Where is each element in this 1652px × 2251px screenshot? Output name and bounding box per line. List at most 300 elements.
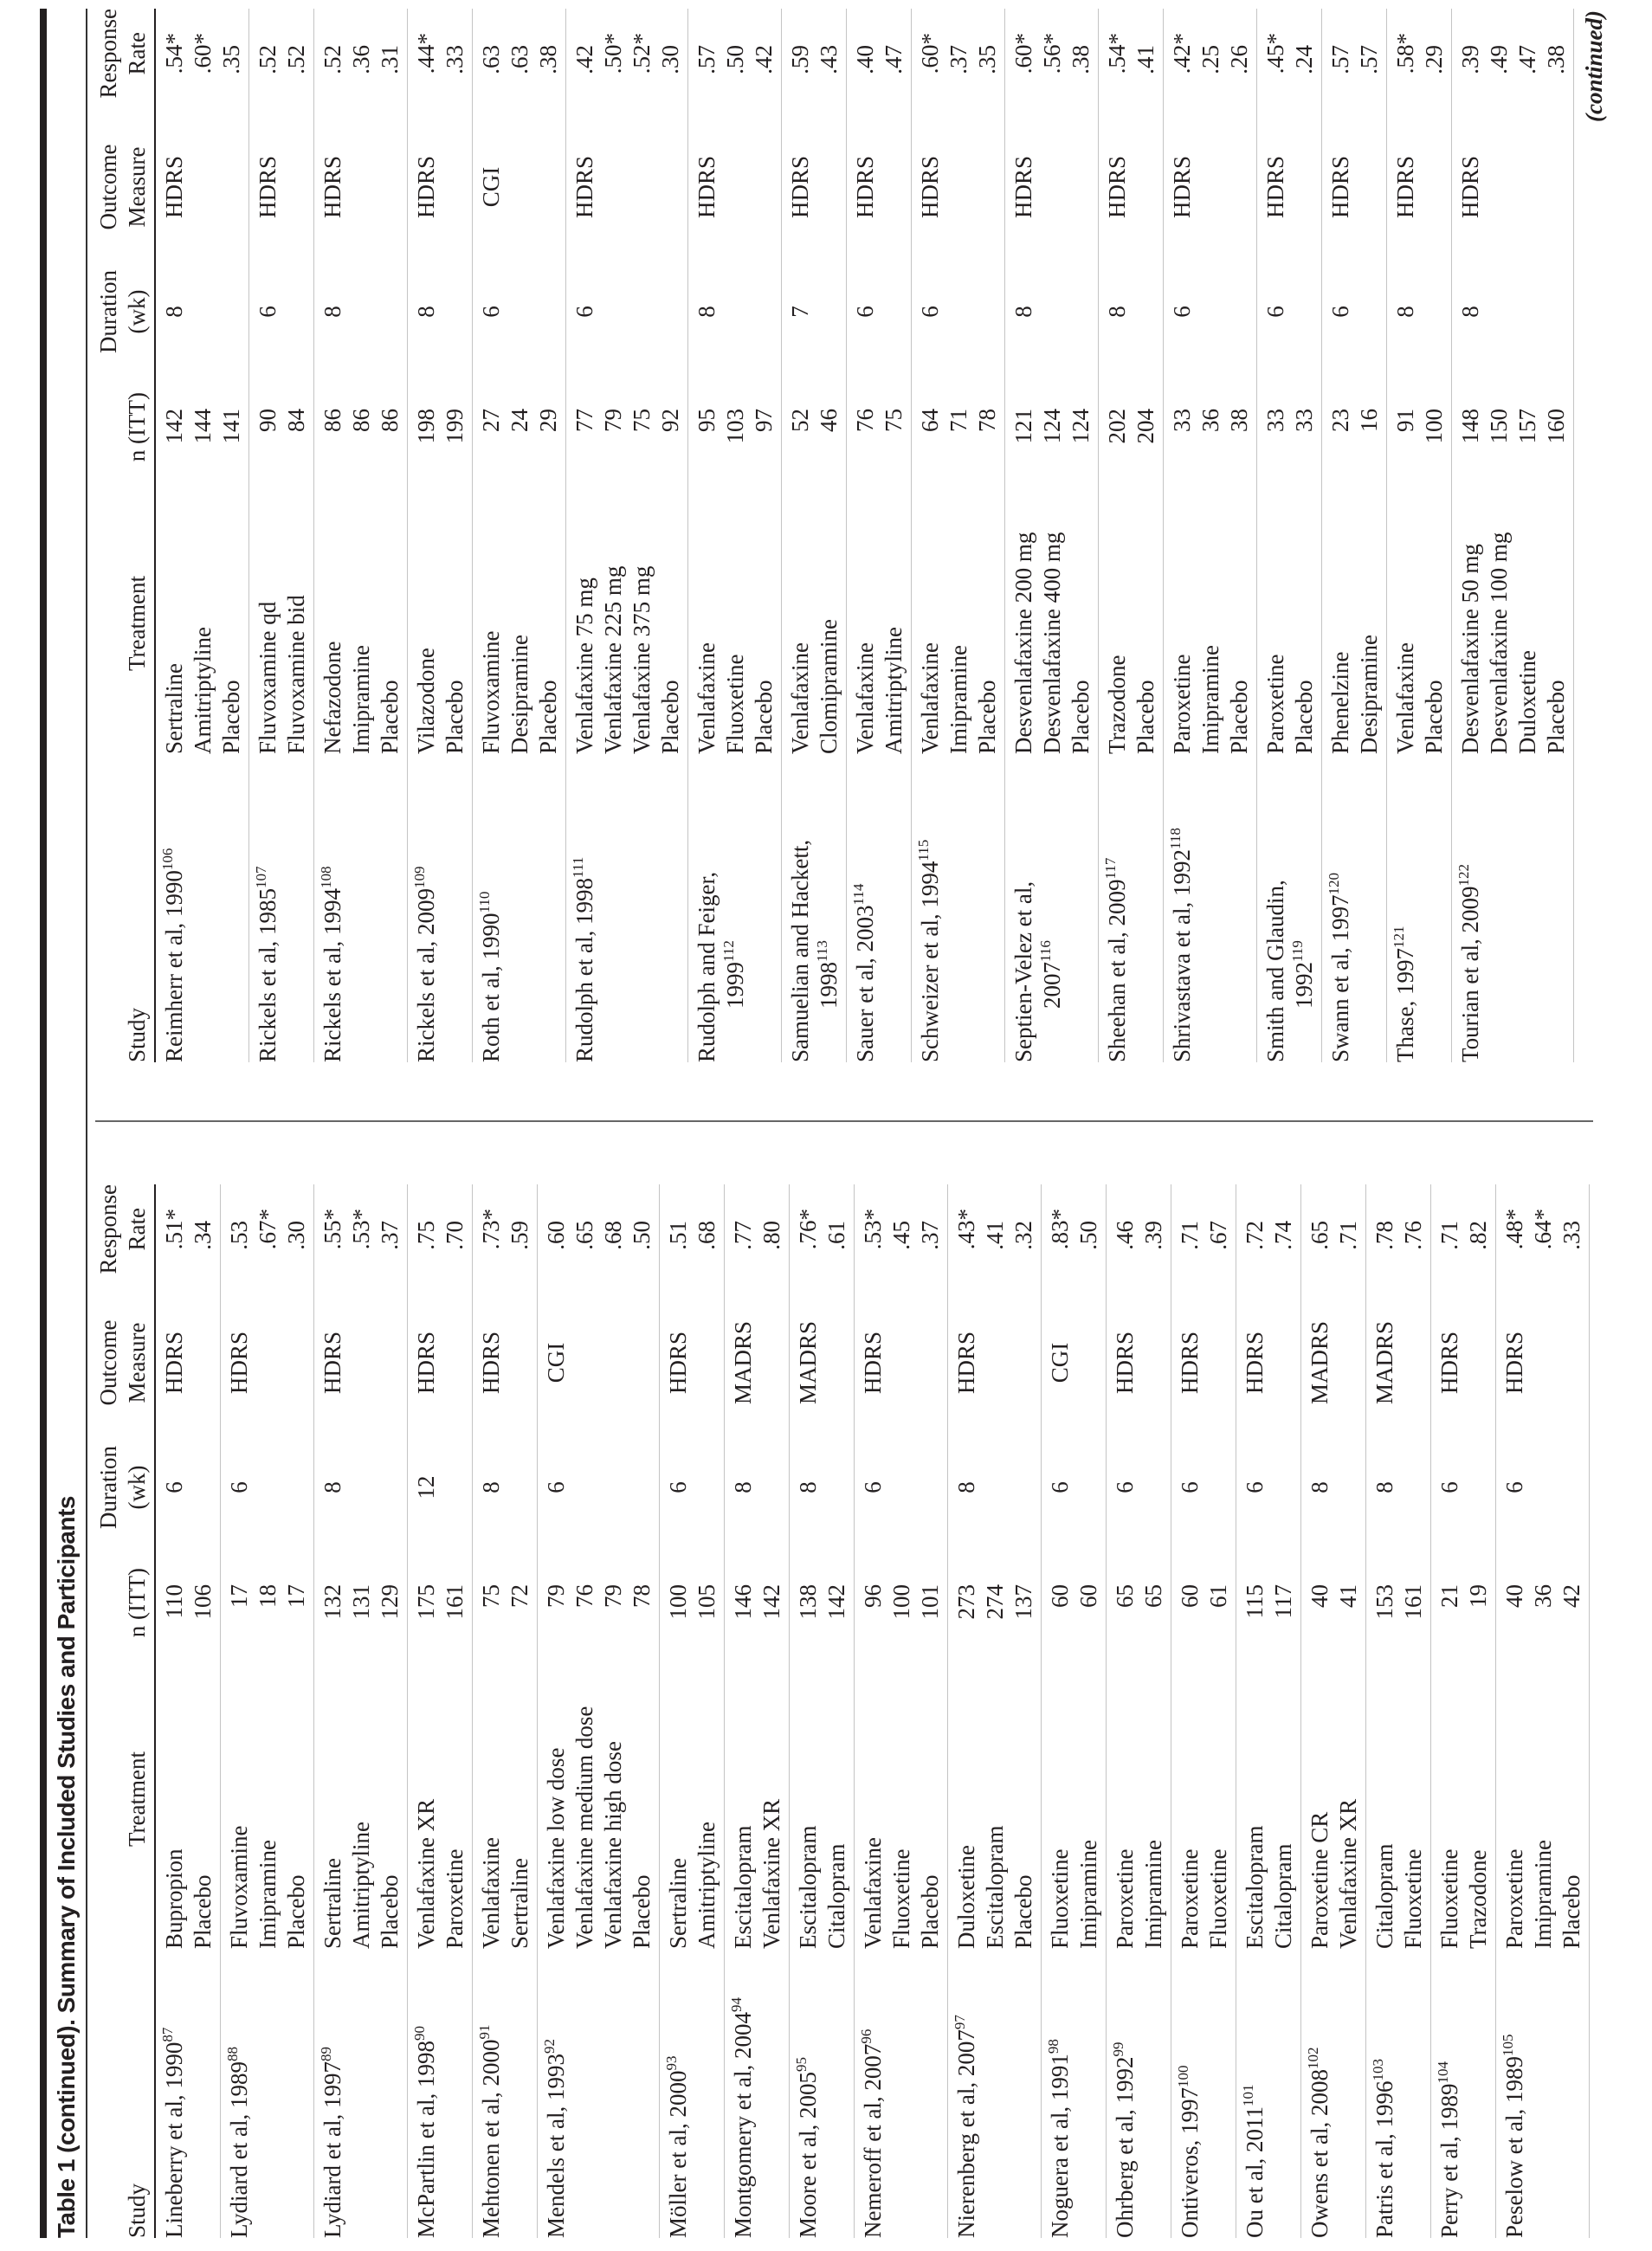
n-itt-cell (1176, 1545, 1233, 1675)
response-rate-line (693, 45, 721, 120)
header-duration-line: (wk) (124, 1465, 150, 1510)
n-itt-value: 273 (953, 1584, 979, 1620)
reference-number: 105 (1500, 2034, 1516, 2057)
response-rate-cell (794, 1184, 851, 1296)
response-rate-line (282, 1221, 311, 1296)
study-name (1371, 1949, 1399, 2238)
treatment-arm: Fluoxetine (1047, 1848, 1073, 1949)
study-cell (1262, 754, 1319, 1062)
title-rule (86, 9, 87, 2238)
treatment-cell (664, 1675, 721, 1949)
treatment-arm: Imipramine (945, 645, 971, 754)
response-rate-line (376, 1221, 404, 1296)
treatment-cell (851, 500, 908, 754)
study-name-continuation (1038, 754, 1067, 1062)
n-itt-value: 60 (1177, 1584, 1203, 1608)
outcome-measure: HDRS (1501, 1331, 1527, 1395)
treatment-arm: Fluoxetine (1436, 1848, 1462, 1949)
response-rate-line (506, 45, 534, 120)
n-itt-cell (1111, 1545, 1168, 1675)
table-row (1301, 1184, 1366, 2238)
response-rate-line (599, 1221, 628, 1296)
table-row (1107, 1184, 1171, 2238)
duration-value: 8 (730, 1481, 756, 1493)
treatment-arm: Placebo (974, 680, 1000, 754)
reference-number: 96 (858, 2028, 874, 2044)
treatment-cell (1371, 1675, 1428, 1949)
study-name-text: Rudolph and Feiger, (694, 871, 720, 1062)
treatment-arm: Placebo (1558, 1874, 1584, 1949)
response-rate-line (319, 1209, 347, 1296)
n-itt-cell (1391, 370, 1449, 500)
header-response-line: Rate (124, 1208, 150, 1251)
study-name-text: Schweizer et al, 1994 (917, 861, 943, 1062)
study-year: 1992 (1291, 962, 1317, 1009)
response-rate-value: .71 (1335, 1221, 1361, 1250)
table-row (249, 9, 314, 1062)
response-rate-value: .60* (1010, 33, 1036, 74)
study-cell (1371, 1949, 1428, 2238)
response-rate-value: .31 (377, 45, 403, 74)
duration-value: 8 (795, 1481, 821, 1493)
treatment-arm: Fluvoxamine (478, 630, 504, 754)
outcome-measure: HDRS (917, 155, 943, 219)
study-name-text: Lydiard et al, 1997 (319, 2061, 345, 2238)
study-cell (412, 1949, 469, 2238)
study-cell (319, 1949, 404, 2238)
reference-number: 116 (1037, 940, 1054, 962)
study-cell (693, 754, 778, 1062)
n-itt-value: 75 (478, 1584, 504, 1608)
study-cell (477, 754, 563, 1062)
reference-number: 90 (411, 2026, 428, 2041)
response-rate-line (441, 1221, 469, 1296)
n-itt-value: 78 (629, 1584, 655, 1608)
response-rate-value: .39 (1140, 1221, 1166, 1250)
header-response-line: Rate (124, 32, 150, 75)
response-rate-value: .56* (1039, 33, 1065, 74)
n-itt-cell (477, 370, 563, 500)
study-name (1046, 1949, 1074, 2238)
n-itt-value: 92 (657, 409, 683, 432)
n-itt-cell (542, 1545, 656, 1675)
response-rate-value: .47 (1514, 45, 1540, 74)
n-itt-value: 19 (1465, 1584, 1491, 1608)
treatment-arm: Nefazodone (319, 641, 345, 754)
studies-table-left (91, 1184, 1590, 2238)
response-rate-value: .26 (1226, 45, 1252, 74)
response-rate-cell (225, 1184, 311, 1296)
treatment-arm: Imipramine (255, 1840, 281, 1949)
treatment-arm: Placebo (218, 680, 244, 754)
n-itt-cell (1500, 1545, 1586, 1675)
outcome-measure: HDRS (1327, 155, 1353, 219)
header-duration (94, 1429, 152, 1545)
duration-value: 6 (1242, 1481, 1268, 1493)
n-itt-value: 95 (694, 409, 720, 432)
treatment-cell (160, 1675, 217, 1949)
response-rate-line (412, 33, 441, 120)
table-row (1322, 9, 1387, 1062)
treatment-cell (1391, 500, 1449, 754)
response-rate-value: .48* (1501, 1209, 1527, 1250)
n-itt-value: 52 (787, 409, 813, 432)
response-rate-value: .50 (722, 45, 748, 74)
outcome-measure: HDRS (1169, 155, 1195, 219)
response-rate-value: .52* (629, 33, 655, 74)
table-row (1366, 1184, 1431, 2238)
treatment-arm: Placebo (1133, 680, 1158, 754)
reference-number: 115 (915, 839, 932, 861)
study-year: 1998 (816, 962, 842, 1009)
reference-number: 110 (476, 891, 493, 913)
n-itt-value: 131 (348, 1584, 374, 1620)
response-rate-value: .50* (600, 33, 626, 74)
response-rate-value: .78 (1371, 1221, 1397, 1250)
header-outcome-line: Outcome (95, 1319, 121, 1406)
response-rate-line (1168, 33, 1197, 120)
study-name-text: Mendels et al, 1993 (543, 2054, 569, 2238)
study-name (1391, 754, 1420, 1062)
response-rate-line (1558, 1221, 1586, 1296)
response-rate-line (1176, 1221, 1204, 1296)
n-itt-value: 41 (1335, 1584, 1361, 1608)
response-rate-line (282, 45, 311, 120)
treatment-cell (319, 500, 404, 754)
treatment-arm: Placebo (751, 680, 777, 754)
reference-number: 121 (1391, 926, 1407, 949)
n-itt-value: 150 (1486, 409, 1512, 444)
study-cell (1111, 1949, 1168, 2238)
reference-number: 117 (1102, 857, 1119, 880)
study-cell (916, 754, 1002, 1062)
n-itt-value: 65 (1112, 1584, 1138, 1608)
response-rate-line (945, 45, 973, 120)
treatment-arm: Venlafaxine (860, 1837, 886, 1949)
duration-value: 8 (1010, 306, 1036, 318)
study-name-text: Moore et al, 2005 (795, 2072, 821, 2238)
treatment-arm: Amitriptyline (190, 627, 216, 754)
reference-number: 118 (1167, 828, 1184, 850)
treatment-cell (916, 500, 1002, 754)
response-rate-cell (1111, 1184, 1168, 1296)
response-rate-line (916, 1221, 945, 1296)
response-rate-value: .43 (816, 45, 842, 74)
duration-value: 6 (1327, 306, 1353, 318)
outcome-measure: MADRS (1307, 1320, 1333, 1405)
n-itt-value: 129 (377, 1584, 403, 1620)
reference-number: 106 (159, 848, 176, 871)
n-itt-value: 77 (571, 409, 597, 432)
reference-number: 91 (476, 2024, 493, 2040)
response-rate-line (1355, 45, 1384, 120)
study-name (1103, 754, 1132, 1062)
outcome-measure: HDRS (478, 1331, 504, 1395)
header-n-itt: n (ITT) (124, 392, 150, 462)
response-rate-value: .60* (917, 33, 943, 74)
response-rate-value: .41 (1133, 45, 1158, 74)
n-itt-value: 36 (1530, 1584, 1556, 1608)
study-cell (1046, 1949, 1103, 2238)
study-name-text: Möller et al, 2000 (665, 2070, 691, 2238)
treatment-arm: Duloxetine (953, 1845, 979, 1949)
duration-value: 8 (1307, 1481, 1333, 1493)
treatment-cell (1262, 500, 1319, 754)
table-row (1042, 1184, 1107, 2238)
treatment-arm: Venlafaxine high dose (600, 1741, 626, 1949)
reference-number: 113 (814, 940, 830, 962)
study-name-text: Sauer et al, 2003 (852, 905, 878, 1062)
n-itt-value: 141 (218, 409, 244, 444)
response-rate-value: .38 (535, 45, 561, 74)
n-itt-cell (160, 1545, 217, 1675)
treatment-arm: Venlafaxine XR (1335, 1798, 1361, 1949)
response-rate-value: .72 (1242, 1221, 1268, 1250)
treatment-arm: Venlafaxine (478, 1837, 504, 1949)
continued-label: (continued) (1581, 10, 1607, 123)
reference-number: 122 (1455, 863, 1472, 887)
treatment-arm: Paroxetine (1501, 1848, 1527, 1949)
response-rate-value: .36 (348, 45, 374, 74)
outcome-measure: CGI (1047, 1342, 1073, 1383)
study-name (1306, 1949, 1334, 2238)
treatment-arm: Placebo (657, 680, 683, 754)
reference-number: 89 (318, 2047, 334, 2062)
outcome-measure: HDRS (1177, 1331, 1203, 1395)
outcome-measure: HDRS (319, 1331, 345, 1395)
response-rate-value: .52 (255, 45, 281, 74)
response-rate-cell (1326, 9, 1384, 120)
response-rate-value: .45 (888, 1221, 914, 1250)
header-outcome-line: Measure (124, 1322, 150, 1403)
n-itt-value: 121 (1010, 409, 1036, 444)
response-rate-cell (1010, 9, 1095, 120)
treatment-arm: Venlafaxine (917, 642, 943, 754)
table-row (782, 9, 847, 1062)
n-itt-value: 142 (161, 409, 187, 444)
header-n-itt: n (ITT) (124, 1568, 150, 1638)
study-name-text: Septien-Velez et al, (1010, 880, 1036, 1062)
response-rate-line (1399, 1221, 1428, 1296)
treatment-cell (1306, 1675, 1363, 1949)
duration-value: 6 (852, 306, 878, 318)
response-rate-line (254, 1209, 282, 1296)
response-rate-line (786, 45, 815, 120)
response-rate-line (1326, 45, 1355, 120)
treatment-cell (1241, 1675, 1298, 1949)
table-row (408, 9, 473, 1062)
n-itt-value: 153 (1371, 1584, 1397, 1620)
study-name-continuation (721, 754, 750, 1062)
n-itt-value: 103 (722, 409, 748, 444)
table-row (948, 1184, 1042, 2238)
treatment-cell (1111, 1675, 1168, 1949)
n-itt-value: 86 (348, 409, 374, 432)
n-itt-value: 138 (795, 1584, 821, 1620)
treatment-arm: Desvenlafaxine 400 mg (1039, 532, 1065, 754)
header-duration (94, 254, 152, 370)
n-itt-value: 40 (1501, 1584, 1527, 1608)
n-itt-cell (412, 370, 469, 500)
response-rate-line (347, 45, 376, 120)
response-rate-line (160, 1209, 189, 1296)
response-rate-value: .60 (543, 1221, 569, 1250)
response-rate-line (477, 45, 506, 120)
n-itt-cell (225, 1545, 311, 1675)
n-itt-value: 115 (1242, 1584, 1268, 1619)
outcome-measure: HDRS (255, 155, 281, 219)
response-rate-value: .30 (657, 45, 683, 74)
study-cell (952, 1949, 1038, 2238)
n-itt-cell (1046, 1545, 1103, 1675)
treatment-arm: Fluoxetine (1205, 1848, 1231, 1949)
outcome-measure: HDRS (571, 155, 597, 219)
n-itt-value: 274 (982, 1584, 1008, 1620)
response-rate-cell (1241, 1184, 1298, 1296)
study-cell (851, 754, 908, 1062)
study-name (1262, 754, 1290, 1062)
n-itt-value: 160 (1543, 409, 1569, 444)
response-rate-line (1067, 45, 1095, 120)
response-rate-line (1010, 33, 1038, 120)
header-response (94, 9, 152, 120)
response-rate-line (1038, 33, 1067, 120)
response-rate-value: .59 (507, 1221, 532, 1250)
n-itt-value: 16 (1356, 409, 1382, 432)
table-row (1431, 1184, 1496, 2238)
n-itt-value: 60 (1047, 1584, 1073, 1608)
header-outcome-line: Outcome (95, 144, 121, 230)
reference-number: 101 (1240, 2084, 1256, 2107)
table-row (855, 1184, 948, 2238)
treatment-cell (794, 1675, 851, 1949)
treatment-cell (1010, 500, 1095, 754)
duration-value: 6 (543, 1481, 569, 1493)
study-name-text: Montgomery et al, 2004 (730, 2012, 756, 2238)
study-cell (1168, 754, 1254, 1062)
n-itt-cell (859, 1545, 945, 1675)
n-itt-value: 142 (758, 1584, 784, 1620)
treatment-arm: Fluvoxamine bid (283, 595, 309, 754)
treatment-arm: Venlafaxine 75 mg (571, 577, 597, 754)
study-name-text: Tourian et al, 2009 (1457, 886, 1483, 1062)
study-cell (225, 1949, 311, 2238)
response-rate-line (225, 1221, 254, 1296)
response-rate-line (851, 45, 880, 120)
response-rate-cell (254, 9, 311, 120)
n-itt-cell (1326, 370, 1384, 500)
treatment-cell (412, 500, 469, 754)
duration-value: 6 (860, 1481, 886, 1493)
reference-number: 93 (663, 2055, 680, 2071)
n-itt-value: 117 (1270, 1584, 1296, 1619)
n-itt-value: 64 (917, 409, 943, 432)
duration-value: 8 (319, 306, 345, 318)
n-itt-value: 61 (1205, 1584, 1231, 1608)
n-itt-value: 75 (881, 409, 907, 432)
study-name-text: Rudolph et al, 1998 (571, 878, 597, 1062)
response-rate-line (880, 45, 908, 120)
response-rate-value: .35 (974, 45, 1000, 74)
study-name (664, 1949, 693, 2238)
response-rate-value: .80 (758, 1221, 784, 1250)
duration-value: 6 (255, 306, 281, 318)
study-name-continuation (815, 754, 843, 1062)
study-name-text: Perry et al, 1989 (1436, 2083, 1462, 2238)
response-rate-line (1436, 1221, 1464, 1296)
treatment-arm: Sertraline (161, 663, 187, 754)
duration-value: 6 (1501, 1481, 1527, 1493)
response-rate-value: .76* (795, 1209, 821, 1250)
response-rate-value: .41 (982, 1221, 1008, 1250)
n-itt-value: 76 (571, 1584, 597, 1608)
response-rate-value: .71 (1436, 1221, 1462, 1250)
study-name-text: McPartlin et al, 1998 (413, 2041, 439, 2238)
treatment-arm: Paroxetine (1177, 1848, 1203, 1949)
study-name (794, 1949, 823, 2238)
n-itt-value: 97 (751, 409, 777, 432)
study-cell (1176, 1949, 1233, 2238)
response-rate-value: .71 (1177, 1221, 1203, 1250)
response-rate-value: .35 (218, 45, 244, 74)
n-itt-value: 100 (665, 1584, 691, 1620)
treatment-cell (477, 1675, 534, 1949)
response-rate-value: .43* (953, 1209, 979, 1250)
study-name (1500, 1949, 1529, 2238)
table-row (1452, 9, 1574, 1062)
treatment-arm: Placebo (1421, 680, 1447, 754)
header-response-stack (94, 9, 152, 99)
response-rate-value: .38 (1543, 45, 1569, 74)
treatment-arm: Imipramine (1075, 1840, 1101, 1949)
outcome-measure: HDRS (860, 1331, 886, 1395)
n-itt-cell (1371, 1545, 1428, 1675)
n-itt-value: 198 (413, 409, 439, 444)
response-rate-value: .45* (1262, 33, 1288, 74)
response-rate-line (1306, 1221, 1334, 1296)
n-itt-value: 33 (1291, 409, 1317, 432)
response-rate-line (1513, 45, 1542, 120)
duration-value: 6 (665, 1481, 691, 1493)
n-itt-value: 65 (1140, 1584, 1166, 1608)
treatment-arm: Imipramine (1140, 1840, 1166, 1949)
response-rate-line (1269, 1221, 1298, 1296)
study-name-text: Reimherr et al, 1990 (161, 870, 187, 1062)
response-rate-line (952, 1209, 981, 1296)
treatment-cell (319, 1675, 404, 1949)
study-name-text: Ou et al, 2011 (1242, 2106, 1268, 2238)
header-outcome (94, 1296, 152, 1429)
reference-number: 109 (411, 866, 428, 889)
response-rate-line (441, 45, 469, 120)
table-row (847, 9, 912, 1062)
response-rate-line (1046, 1209, 1074, 1296)
response-rate-line (750, 45, 778, 120)
outcome-measure: MADRS (1371, 1320, 1397, 1405)
n-itt-value: 75 (629, 409, 655, 432)
response-rate-line (1334, 1221, 1363, 1296)
n-itt-cell (786, 370, 843, 500)
treatment-arm: Placebo (377, 1874, 403, 1949)
outcome-measure: HDRS (1436, 1331, 1462, 1395)
duration-value: 8 (1104, 306, 1130, 318)
study-name (319, 754, 347, 1062)
study-name-text: Rickels et al, 1985 (255, 888, 281, 1062)
outcome-measure: HDRS (1457, 155, 1483, 219)
n-itt-value: 161 (1400, 1584, 1426, 1620)
response-rate-cell (412, 9, 469, 120)
response-rate-line (1420, 45, 1449, 120)
